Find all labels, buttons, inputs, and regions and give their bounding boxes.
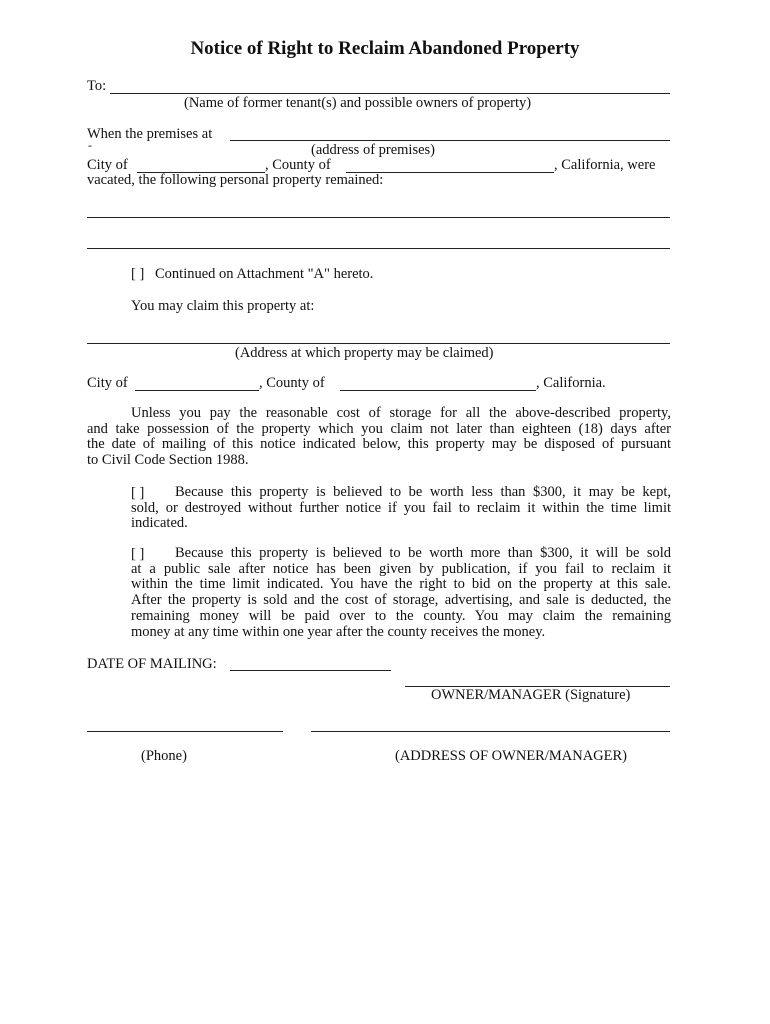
paragraph-line: remaining money will be paid over to the county. You may claim the remaining <box>131 607 671 624</box>
paragraph-line: and take possession of the property which you claim not later than eighteen (18) days after <box>87 420 671 437</box>
storage-cost-paragraph <box>87 406 671 469</box>
claim-county-label: , County of <box>259 375 325 391</box>
claim-caption: (Address at which property may be claimed) <box>235 345 494 361</box>
paragraph-line: the date of mailing of this notice indicated below, this property may be disposed of pursuant <box>87 436 671 453</box>
paragraph-line: money at any time within one year after the county receives the money. <box>131 623 546 640</box>
paragraph-line: Unless you pay the reasonable cost of storage for all the above-described property, <box>131 405 671 421</box>
property-blank-line-1[interactable] <box>87 217 670 218</box>
to-blank-line[interactable] <box>110 93 670 94</box>
date-of-mailing-blank-line[interactable] <box>230 670 391 671</box>
premises-label: When the premises at <box>87 126 213 142</box>
city-label: City of <box>87 157 128 173</box>
claim-california-label: , California. <box>536 375 606 391</box>
more-than-300-checkbox[interactable]: [ ] <box>131 546 145 562</box>
more-than-300-paragraph <box>131 546 671 640</box>
signature-caption: OWNER/MANAGER (Signature) <box>431 687 631 703</box>
premises-blank-line[interactable] <box>230 140 670 141</box>
claim-at-text: You may claim this property at: <box>131 298 315 314</box>
county-label: , County of <box>265 157 331 173</box>
property-blank-line-2[interactable] <box>87 248 670 249</box>
paragraph-line: Because this property is believed to be worth less than $300, it may be kept, <box>175 484 671 500</box>
paragraph-line: Because this property is believed to be worth more than $300, it will be sold <box>175 545 671 561</box>
claim-city-blank-line[interactable] <box>135 390 259 391</box>
owner-address-blank-line[interactable] <box>311 731 670 732</box>
paragraph-line: within the time limit indicated. You have the right to bid on the property at this sale. <box>131 576 671 593</box>
to-label: To: <box>87 78 107 94</box>
paragraph-line: sold, or destroyed without further notice if you fail to reclaim it within the time limit <box>131 499 671 516</box>
premises-caption: (address of premises) <box>311 142 436 158</box>
stray-mark: - <box>88 138 92 152</box>
less-than-300-checkbox[interactable]: [ ] <box>131 485 145 501</box>
paragraph-line: indicated. <box>131 515 188 532</box>
claim-county-blank-line[interactable] <box>340 390 536 391</box>
paragraph-line: to Civil Code Section 1988. <box>87 452 249 469</box>
owner-address-caption: (ADDRESS OF OWNER/MANAGER) <box>395 748 628 764</box>
paragraph-line: After the property is sold and the cost of storage, advertising, and sale is deducted, the <box>131 592 671 609</box>
phone-caption: (Phone) <box>141 748 187 764</box>
to-caption: (Name of former tenant(s) and possible owners of property) <box>184 95 532 111</box>
date-of-mailing-label: DATE OF MAILING: <box>87 656 217 672</box>
claim-address-blank-line[interactable] <box>87 343 670 344</box>
california-were-label: , California, were <box>554 157 656 173</box>
less-than-300-paragraph <box>131 485 671 532</box>
continued-checkbox[interactable]: [ ] <box>131 266 145 282</box>
phone-blank-line[interactable] <box>87 731 283 732</box>
claim-city-label: City of <box>87 375 128 391</box>
paragraph-line: at a public sale after notice has been given by publication, if you fail to reclaim it <box>131 560 671 577</box>
vacated-text: vacated, the following personal property remained: <box>87 172 384 188</box>
continued-text: Continued on Attachment "A" hereto. <box>155 266 374 282</box>
page-title: Notice of Right to Reclaim Abandoned Property <box>190 38 580 59</box>
